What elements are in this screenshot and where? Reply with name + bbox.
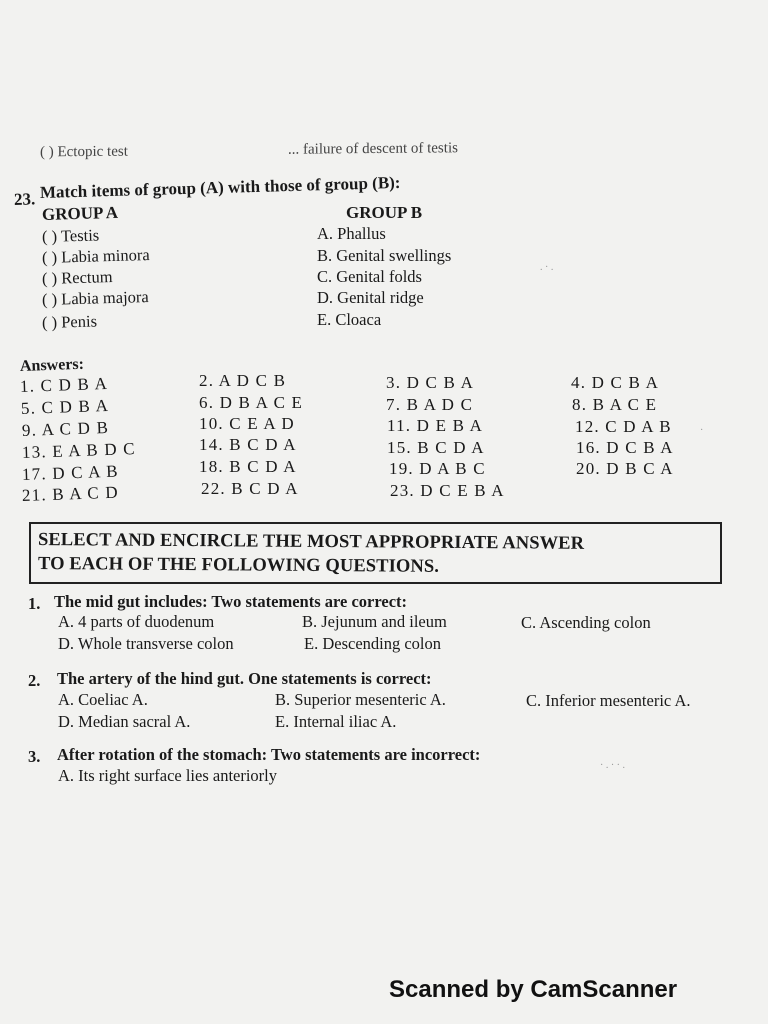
- answer-item: 13. E A B D C: [21, 439, 137, 462]
- group-a-item: ( ) Labia majora: [41, 287, 149, 309]
- answer-item: 23. D C E B A: [390, 481, 505, 500]
- group-b-item: A. Phallus: [317, 224, 386, 243]
- mcq-question: After rotation of the stomach: Two statements are incorrect:: [57, 745, 481, 764]
- answer-item: 12. C D A B: [575, 417, 672, 436]
- answer-item: 9. A C D B: [21, 417, 110, 440]
- answer-item: 21. B A C D: [21, 482, 120, 505]
- answer-item: 6. D B A C E: [199, 393, 304, 412]
- answer-item: 3. D C B A: [386, 373, 475, 392]
- answer-item: 2. A D C B: [199, 371, 287, 390]
- mcq-option: A. Its right surface lies anteriorly: [58, 766, 278, 785]
- group-b-item: C. Genital folds: [317, 267, 422, 286]
- answer-item: 18. B C D A: [199, 457, 297, 476]
- mcq-number: 1.: [28, 594, 41, 613]
- q23-number: 23.: [13, 189, 36, 209]
- group-b-item: E. Cloaca: [317, 310, 382, 329]
- mcq-option: D. Median sacral A.: [58, 712, 191, 731]
- mcq-option: B. Jejunum and ileum: [302, 612, 447, 631]
- mcq-question: The artery of the hind gut. One statements is correct:: [57, 669, 432, 688]
- group-b-title: GROUP B: [346, 203, 423, 222]
- group-b-item: D. Genital ridge: [317, 288, 424, 307]
- group-a-item: ( ) Testis: [41, 225, 100, 246]
- answer-item: 5. C D B A: [20, 395, 110, 418]
- answers-title: Answers:: [19, 355, 85, 375]
- mcq-option: C. Inferior mesenteric A.: [526, 691, 691, 710]
- scanner-watermark: Scanned by CamScanner: [389, 976, 678, 1003]
- cut-line-right: ... failure of descent of testis: [288, 140, 458, 158]
- cut-line-left: ( ) Ectopic test: [40, 143, 128, 161]
- instruction-line-1: SELECT AND ENCIRCLE THE MOST APPROPRIATE ANSWER: [37, 530, 585, 554]
- scan-speck: ·: [700, 425, 704, 436]
- group-a-item: ( ) Labia minora: [41, 244, 150, 267]
- mcq-option: D. Whole transverse colon: [58, 634, 234, 653]
- mcq-question: The mid gut includes: Two statements are correct:: [54, 592, 408, 611]
- answer-item: 16. D C B A: [576, 438, 674, 457]
- answer-item: 1. C D B A: [19, 373, 109, 396]
- answer-item: 7. B A D C: [386, 395, 474, 414]
- answer-item: 17. D C A B: [21, 461, 120, 484]
- mcq-number: 3.: [28, 747, 41, 766]
- scan-speck: · . · · .: [600, 760, 625, 771]
- scan-speck: . · .: [540, 262, 554, 273]
- mcq-option: A. Coeliac A.: [58, 690, 148, 709]
- answer-item: 19. D A B C: [389, 459, 486, 478]
- mcq-option: A. 4 parts of duodenum: [58, 612, 215, 631]
- mcq-option: B. Superior mesenteric A.: [275, 690, 446, 709]
- group-b-item: B. Genital swellings: [317, 246, 452, 265]
- group-a-item: ( ) Rectum: [41, 267, 113, 288]
- mcq-option: E. Internal iliac A.: [275, 712, 397, 731]
- mcq-number: 2.: [28, 671, 41, 690]
- answer-item: 15. B C D A: [387, 438, 485, 457]
- group-a-item: ( ) Penis: [41, 311, 98, 332]
- q23-title: Match items of group (A) with those of group (B):: [39, 172, 401, 202]
- answer-item: 10. C E A D: [199, 414, 295, 433]
- mcq-option: C. Ascending colon: [521, 613, 651, 632]
- answer-item: 14. B C D A: [199, 435, 297, 454]
- answer-item: 11. D E B A: [387, 416, 484, 435]
- answer-item: 22. B C D A: [201, 479, 299, 498]
- instruction-line-2: TO EACH OF THE FOLLOWING QUESTIONS.: [37, 554, 440, 577]
- mcq-option: E. Descending colon: [304, 634, 442, 653]
- answer-item: 8. B A C E: [572, 395, 658, 414]
- group-a-title: GROUP A: [41, 202, 119, 224]
- answer-item: 4. D C B A: [571, 373, 660, 392]
- answer-item: 20. D B C A: [576, 459, 674, 478]
